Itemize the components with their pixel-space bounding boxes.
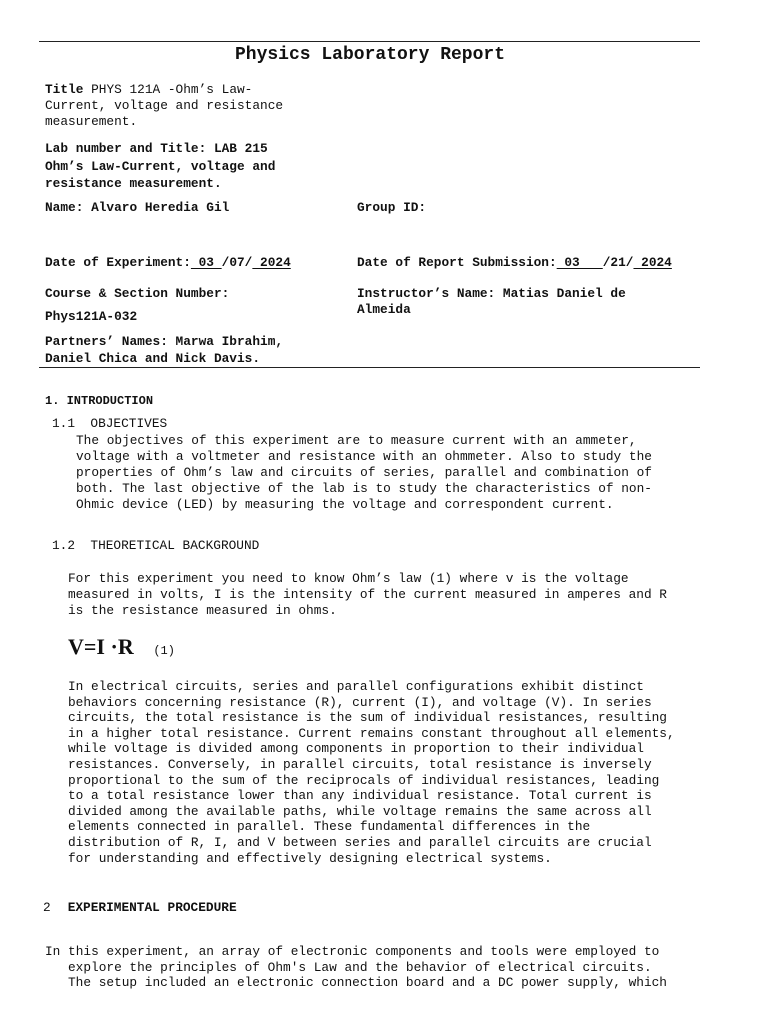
date-experiment-day: /07/ [221, 255, 253, 270]
theory-1-line-3: is the resistance measured in ohms. [68, 603, 337, 618]
ohms-law-formula [68, 634, 175, 660]
theory-2-line-9: divided among the available paths, while voltage remains the same across all [68, 803, 652, 819]
objectives-line-3: properties of Ohm’s law and circuits of series, parallel and combination of [76, 465, 652, 480]
theory-2-line-11: distribution of R, I, and V between series and parallel circuits are crucial [68, 834, 652, 850]
theory-2-line-2: behaviors concerning resistance (R), current (I), and voltage (V). In series [68, 694, 652, 710]
theory-2-line-7: proportional to the sum of the reciprocals of individual resistances, leading [68, 772, 660, 788]
report-title-block [45, 82, 283, 130]
theory-2-line-4: in a higher total resistance. Current remains constant throughout all elements, [68, 725, 675, 741]
theory-2-line-1: In electrical circuits, series and parallel configurations exhibit distinct [68, 679, 644, 694]
procedure-heading: EXPERIMENTAL PROCEDURE [67, 900, 237, 915]
procedure-number: 2 [43, 900, 51, 915]
date-submission-year: 2024 [633, 255, 672, 270]
lab-line-1: Lab number and Title: LAB 215 [45, 141, 268, 156]
date-of-experiment [45, 255, 291, 271]
partners-line-1: Partners’ Names: Marwa Ibrahim, [45, 334, 284, 349]
group-id: Group ID: [357, 200, 427, 215]
title-line-1: PHYS 121A -Ohm’s Law- [83, 82, 253, 97]
subsection-heading-theory: 1.2 THEORETICAL BACKGROUND [52, 538, 260, 553]
partners-line-2: Daniel Chica and Nick Davis. [45, 351, 261, 366]
course-value: Phys121A-032 [45, 309, 138, 324]
student-name: Name: Alvaro Heredia Gil [45, 200, 230, 215]
procedure-line-1: In this experiment, an array of electronic components and tools were employed to [45, 944, 660, 959]
theory-2-line-12: for understanding and effectively designing electrical systems. [68, 850, 552, 866]
procedure-line-3: The setup included an electronic connection board and a DC power supply, which [68, 975, 667, 990]
objectives-line-5: Ohmic device (LED) by measuring the voltage and correspondent current. [76, 497, 614, 512]
procedure-paragraph [45, 944, 667, 991]
top-rule [39, 41, 700, 42]
instructor-line-1: Instructor’s Name: Matias Daniel de [357, 286, 626, 301]
objectives-line-1: The objectives of this experiment are to measure current with an ammeter, [76, 433, 637, 448]
date-experiment-month: 03 [190, 255, 222, 270]
theory-2-line-3: circuits, the total resistance is the sum of individual resistances, resulting [68, 710, 667, 726]
title-line-3: measurement. [45, 114, 138, 129]
instructor-name [357, 286, 626, 318]
formula-number: (1) [153, 644, 175, 658]
course-label: Course & Section Number: [45, 286, 230, 301]
theory-2-line-5: while voltage is divided among components in proportion to their individual [68, 741, 644, 757]
formula-expression: V=I ·R [68, 634, 134, 659]
title-label: Title [45, 82, 84, 97]
page-title: Physics Laboratory Report [234, 45, 506, 65]
date-submission-label: Date of Report Submission: [357, 255, 557, 270]
objectives-line-4: both. The last objective of the lab is to study the characteristics of non- [76, 481, 652, 496]
title-line-2: Current, voltage and resistance [45, 98, 284, 113]
objectives-paragraph [76, 433, 652, 513]
date-of-submission [357, 255, 672, 271]
theory-1-line-2: measured in volts, I is the intensity of the current measured in amperes and R [68, 587, 667, 602]
section-heading-procedure [43, 900, 237, 916]
objectives-line-2: voltage with a voltmeter and resistance with an ohmmeter. Also to study the [76, 449, 652, 464]
subsection-heading-objectives: 1.1 OBJECTIVES [52, 416, 168, 431]
date-experiment-year: 2024 [252, 255, 291, 270]
date-experiment-label: Date of Experiment: [45, 255, 191, 270]
lab-line-3: resistance measurement. [45, 176, 222, 191]
instructor-line-2: Almeida [357, 302, 411, 317]
partners-names [45, 333, 283, 367]
procedure-line-2: explore the principles of Ohm's Law and the behavior of electrical circuits. [68, 959, 652, 975]
theory-2-line-6: resistances. Conversely, in parallel circuits, total resistance is inversely [68, 756, 652, 772]
theory-1-line-1: For this experiment you need to know Ohm’s law (1) where v is the voltage [68, 571, 629, 586]
theory-2-line-8: to a total resistance lower than any individual resistance. Total current is [68, 788, 652, 804]
date-submission-day: /21/ [602, 255, 634, 270]
theory-2-line-10: elements connected in parallel. These fundamental differences in the [68, 819, 591, 835]
date-submission-month: 03 [556, 255, 603, 270]
header-bottom-rule [39, 367, 700, 368]
section-heading-introduction: 1. INTRODUCTION [45, 394, 154, 408]
theory-paragraph-2 [68, 679, 675, 866]
lab-line-2: Ohm’s Law-Current, voltage and [45, 158, 276, 174]
lab-number-block [45, 140, 275, 193]
theory-paragraph-1 [68, 571, 667, 619]
